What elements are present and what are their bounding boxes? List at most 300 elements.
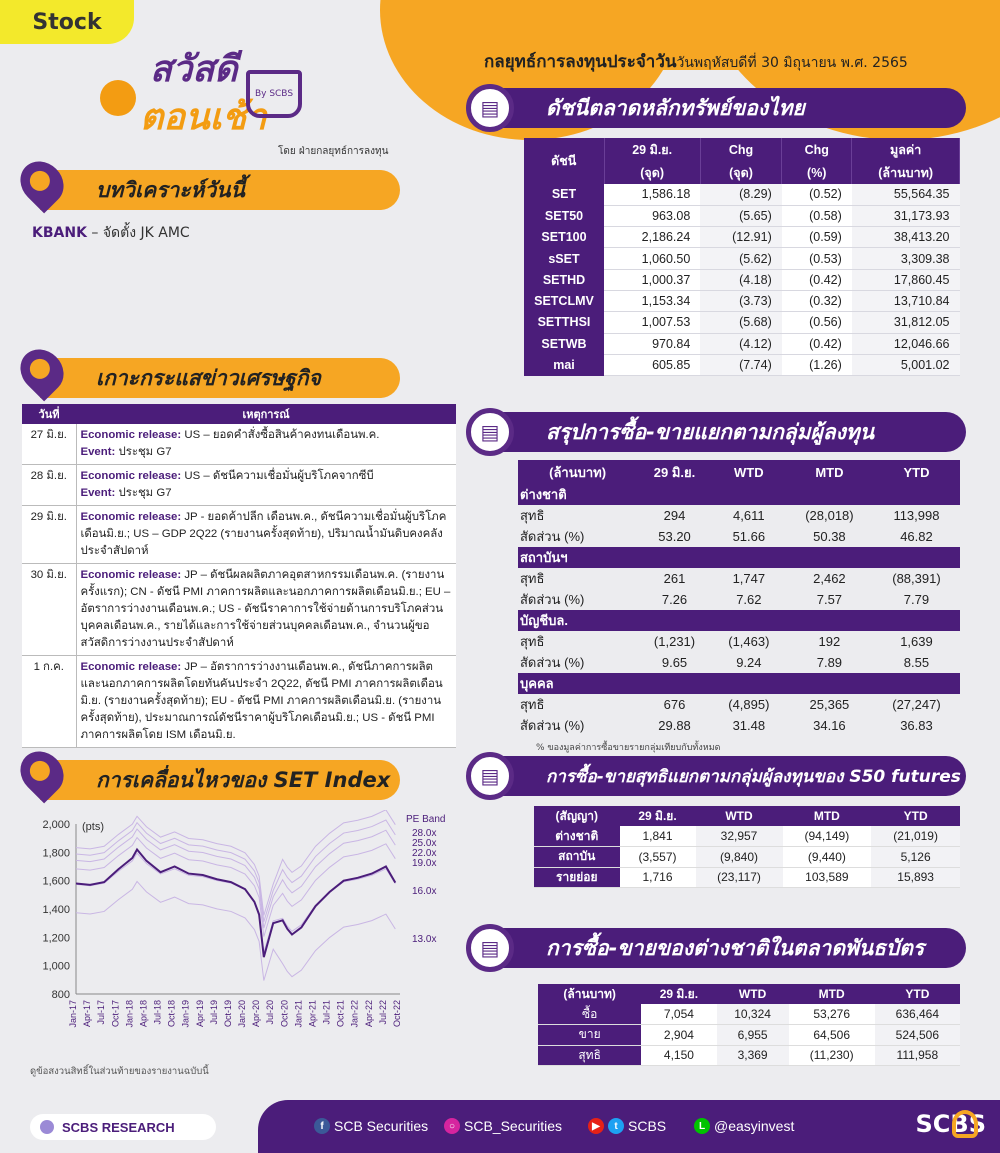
net-value: 2,462 bbox=[813, 571, 846, 586]
col-header: YTD bbox=[875, 984, 960, 1004]
index-value: (0.52) bbox=[782, 184, 852, 205]
pct-value: 36.83 bbox=[900, 718, 933, 733]
table-row bbox=[518, 589, 960, 610]
set-index-chart bbox=[20, 810, 460, 1040]
x-tick-label: Jan-21 bbox=[293, 1000, 304, 1028]
index-value: 31,812.05 bbox=[852, 312, 960, 333]
index-name: SET bbox=[524, 184, 604, 205]
table-row bbox=[538, 1025, 960, 1046]
group-name: ต่างชาติ bbox=[518, 484, 960, 505]
col-unit: (จุด) bbox=[700, 161, 781, 184]
row-label: ซื้อ bbox=[538, 1004, 641, 1025]
index-table bbox=[524, 138, 960, 376]
pe-band-label: 19.0x bbox=[412, 858, 437, 869]
row-label: สัดส่วน (%) bbox=[520, 718, 585, 733]
chart-magnifier-icon: ▤ bbox=[466, 408, 514, 456]
index-value: (5.65) bbox=[700, 205, 781, 226]
col-header: WTD bbox=[712, 460, 786, 484]
section-s50 bbox=[490, 756, 966, 796]
index-value: 1,586.18 bbox=[604, 184, 700, 205]
research-label: SCBS RESEARCH bbox=[62, 1119, 175, 1135]
index-value: 13,710.84 bbox=[852, 290, 960, 311]
cell-value: 524,506 bbox=[875, 1025, 960, 1046]
table-row bbox=[524, 227, 960, 248]
section-news-title: เกาะกระแสข่าวเศรษฐกิจ bbox=[96, 365, 321, 390]
row-label: สุทธิ bbox=[520, 697, 545, 712]
index-value: (0.59) bbox=[782, 227, 852, 248]
section-thai-index bbox=[490, 88, 966, 128]
y-tick-label: 1,200 bbox=[42, 932, 70, 945]
event-text: JP – อัตราการว่างงานเดือนพ.ค., ดัชนีภาคการผลิตและนอกภาคการผลิตโดยทันคันประจำ 2Q22, ดัชนี PMI ภาคการผลิตเดือนมิ.ย. (รายงานครั้งสุดท้าย); EU - ดัชนี PMI ภาคการผลิตเดือนมิ.ย. (รายงานครั้งสุดท้าย), ประมาณการณ์ดัชนีราคาผู้บริโภคเดือนมิ.ย.; US - ดัชนี PMI ภาคการผลิตโดย ISM เดือนมิ.ย. bbox=[80, 661, 443, 741]
index-value: (0.53) bbox=[782, 248, 852, 269]
index-value: 3,309.38 bbox=[852, 248, 960, 269]
x-tick-label: Apr-22 bbox=[363, 1000, 374, 1028]
net-value: 25,365 bbox=[809, 697, 850, 712]
y-tick-label: 1,800 bbox=[42, 847, 70, 860]
row-label: สัดส่วน (%) bbox=[520, 592, 585, 607]
group-row bbox=[518, 673, 960, 694]
cell-value: 6,955 bbox=[717, 1025, 789, 1046]
table-row bbox=[524, 312, 960, 333]
row-label: ขาย bbox=[538, 1025, 641, 1046]
cell-value: (23,117) bbox=[696, 867, 783, 888]
row-label: สัดส่วน (%) bbox=[520, 655, 585, 670]
section-s50-title: การซื้อ-ขายสุทธิแยกตามกลุ่มผู้ลงทุนของ S50 futures bbox=[546, 766, 961, 787]
row-label: สุทธิ bbox=[520, 508, 545, 523]
table-row bbox=[22, 656, 456, 748]
section-thai-index-title: ดัชนีตลาดหลักทรัพย์ของไทย bbox=[546, 95, 805, 120]
cell-value: 7,054 bbox=[641, 1004, 716, 1025]
index-name: SET100 bbox=[524, 227, 604, 248]
col-unit: (ล้านบาท) bbox=[852, 161, 960, 184]
instagram-label: SCB_Securities bbox=[464, 1118, 563, 1134]
x-tick-label: Jan-17 bbox=[68, 1000, 78, 1028]
table-row bbox=[518, 568, 960, 589]
event-label: Economic release: bbox=[80, 569, 182, 581]
group-name: สถาบันฯ bbox=[518, 547, 960, 568]
table-row bbox=[538, 1004, 960, 1025]
section-bond-title: การซื้อ-ขายของต่างชาติในตลาดพันธบัตร bbox=[546, 935, 925, 960]
section-analysis bbox=[40, 170, 400, 210]
pct-value: 29.88 bbox=[658, 718, 691, 733]
x-tick-label: Jan-18 bbox=[124, 1000, 135, 1028]
analysis-text: – จัดตั้ง JK AMC bbox=[86, 225, 190, 241]
logo-line1: สวัสดี bbox=[150, 49, 238, 90]
cell-value: 3,369 bbox=[717, 1045, 789, 1066]
section-set-move-title: การเคลื่อนไหวของ SET Index bbox=[96, 767, 391, 792]
line-label: @easyinvest bbox=[714, 1118, 795, 1134]
x-tick-label: Apr-17 bbox=[82, 1000, 93, 1028]
instagram-link[interactable] bbox=[444, 1118, 562, 1134]
x-tick-label: Jul-22 bbox=[377, 1000, 388, 1025]
index-value: (3.73) bbox=[700, 290, 781, 311]
event-text: JP - ยอดค้าปลีก เดือนพ.ค., ดัชนีความเชื่อมั่นผู้บริโภคเดือนมิ.ย.; US – GDP 2Q22 (รายงานครั้งสุดท้าย), ปริมาณน้ำมันดิบคงคลังประจำสัปดาห์ bbox=[80, 511, 447, 557]
index-value: (0.56) bbox=[782, 312, 852, 333]
pe-band-line bbox=[76, 838, 395, 937]
col-header: MTD bbox=[786, 460, 873, 484]
event-text: US – ดัชนีความเชื่อมั่นผู้บริโภคจากซีบี bbox=[181, 470, 374, 482]
index-name: SET50 bbox=[524, 205, 604, 226]
col-header: 29 มิ.ย. bbox=[637, 460, 712, 484]
pct-value: 7.62 bbox=[736, 592, 762, 607]
index-name: SETWB bbox=[524, 333, 604, 354]
ticker: KBANK bbox=[32, 225, 87, 241]
net-value: (1,231) bbox=[653, 634, 696, 649]
pct-value: 31.48 bbox=[732, 718, 766, 733]
index-value: (8.29) bbox=[700, 184, 781, 205]
index-value: 1,153.34 bbox=[604, 290, 700, 311]
chart-magnifier-icon: ▤ bbox=[466, 752, 514, 800]
col-header: 29 มิ.ย. bbox=[641, 984, 716, 1004]
section-set-move bbox=[40, 760, 400, 800]
pe-band-line bbox=[76, 810, 395, 915]
report-date: วันพฤหัสบดีที่ 30 มิถุนายน พ.ศ. 2565 bbox=[676, 55, 908, 71]
section-bond bbox=[490, 928, 966, 968]
net-value: 1,747 bbox=[732, 571, 766, 586]
table-row bbox=[534, 826, 960, 847]
table-row bbox=[524, 269, 960, 290]
table-row bbox=[538, 1045, 960, 1066]
table-row bbox=[22, 564, 456, 656]
news-event bbox=[76, 465, 456, 506]
line-icon: L bbox=[694, 1118, 710, 1134]
twitter-icon: t bbox=[608, 1118, 624, 1134]
row-label: สุทธิ bbox=[538, 1045, 641, 1066]
youtube-icon: ▶ bbox=[588, 1118, 604, 1134]
index-value: 38,413.20 bbox=[852, 227, 960, 248]
event-text: US – ยอดคำสั่งซื้อสินค้าคงทนเดือนพ.ค. bbox=[181, 429, 380, 441]
y-tick-label: 1,000 bbox=[42, 960, 70, 973]
index-value: 12,046.66 bbox=[852, 333, 960, 354]
x-tick-label: Jul-21 bbox=[321, 1000, 332, 1025]
investor-table bbox=[518, 460, 960, 736]
cell-value: (94,149) bbox=[783, 826, 872, 847]
x-tick-label: Apr-20 bbox=[251, 1000, 262, 1028]
index-value: 1,007.53 bbox=[604, 312, 700, 333]
net-value: 192 bbox=[818, 634, 841, 649]
index-value: 17,860.45 bbox=[852, 269, 960, 290]
table-row bbox=[524, 205, 960, 226]
youtube-label: SCBS bbox=[628, 1118, 667, 1134]
news-date: 28 มิ.ย. bbox=[22, 465, 76, 506]
search-icon bbox=[40, 1120, 54, 1134]
table-row bbox=[518, 526, 960, 547]
event-label: Event: bbox=[80, 446, 116, 458]
row-label: สุทธิ bbox=[520, 634, 545, 649]
index-value: 5,001.02 bbox=[852, 354, 960, 375]
news-table bbox=[22, 404, 456, 748]
group-row bbox=[518, 547, 960, 568]
cell-value: 64,506 bbox=[789, 1025, 875, 1046]
index-value: (7.74) bbox=[700, 354, 781, 375]
col-header: (ล้านบาท) bbox=[518, 460, 637, 484]
cell-value: (9,440) bbox=[783, 847, 872, 868]
col-header: เหตุการณ์ bbox=[76, 404, 456, 424]
section-investor-title: สรุปการซื้อ-ขายแยกตามกลุ่มผู้ลงทุน bbox=[546, 419, 875, 444]
x-tick-label: Oct-21 bbox=[335, 1000, 346, 1028]
col-header: วันที่ bbox=[22, 404, 76, 424]
event-label: Economic release: bbox=[80, 511, 182, 523]
cell-value: 15,893 bbox=[871, 867, 960, 888]
col-header: YTD bbox=[871, 806, 960, 826]
section-analysis-title: บทวิเคราะห์วันนี้ bbox=[96, 177, 245, 202]
pe-band-label: 22.0x bbox=[412, 848, 437, 859]
cell-value: 1,841 bbox=[620, 826, 696, 847]
brand-logo: SCBS bbox=[915, 1110, 986, 1138]
index-name: SETHD bbox=[524, 269, 604, 290]
y-tick-label: 1,400 bbox=[42, 904, 70, 916]
index-value: (4.18) bbox=[700, 269, 781, 290]
chart-magnifier-icon: ▤ bbox=[466, 84, 514, 132]
news-date: 29 มิ.ย. bbox=[22, 506, 76, 564]
x-tick-label: Jul-19 bbox=[208, 1000, 219, 1025]
cell-value: (3,557) bbox=[620, 847, 696, 868]
legend-title: PE Band bbox=[406, 814, 446, 825]
net-value: (27,247) bbox=[892, 697, 941, 712]
x-tick-label: Jan-20 bbox=[237, 1000, 248, 1028]
net-value: 294 bbox=[663, 508, 686, 523]
pe-band-line bbox=[76, 820, 395, 922]
y-tick-label: 800 bbox=[51, 989, 70, 1001]
event-label: Economic release: bbox=[80, 429, 182, 441]
col-header: YTD bbox=[873, 460, 960, 484]
instagram-icon: ○ bbox=[444, 1118, 460, 1134]
index-value: 970.84 bbox=[604, 333, 700, 354]
event-label: Economic release: bbox=[80, 661, 182, 673]
section-investor bbox=[490, 412, 966, 452]
col-header: Chg bbox=[700, 138, 781, 161]
cell-value: (21,019) bbox=[871, 826, 960, 847]
cell-value: (11,230) bbox=[789, 1045, 875, 1066]
table-row bbox=[22, 465, 456, 506]
index-value: 2,186.24 bbox=[604, 227, 700, 248]
table-row bbox=[518, 505, 960, 526]
net-value: 4,611 bbox=[733, 508, 765, 523]
index-name: SETTHSI bbox=[524, 312, 604, 333]
col-header: WTD bbox=[717, 984, 789, 1004]
footer bbox=[258, 1100, 1000, 1153]
x-tick-label: Jul-18 bbox=[152, 1000, 163, 1025]
x-tick-label: Oct-22 bbox=[392, 1000, 402, 1028]
col-header: มูลค่า bbox=[852, 138, 960, 161]
index-value: (5.62) bbox=[700, 248, 781, 269]
table-row bbox=[524, 184, 960, 205]
row-label: รายย่อย bbox=[534, 867, 620, 888]
col-header: 29 มิ.ย. bbox=[604, 138, 700, 161]
x-tick-label: Jan-19 bbox=[180, 1000, 191, 1028]
brand-mark-icon bbox=[952, 1110, 978, 1138]
index-value: 31,173.93 bbox=[852, 205, 960, 226]
index-value: (1.26) bbox=[782, 354, 852, 375]
cell-value: 10,324 bbox=[717, 1004, 789, 1025]
pct-value: 50.38 bbox=[813, 529, 846, 544]
group-name: บุคคล bbox=[518, 673, 960, 694]
news-event bbox=[76, 564, 456, 656]
x-tick-label: Jan-22 bbox=[349, 1000, 360, 1028]
by-line: โดย ฝ่ายกลยุทธ์การลงทุน bbox=[278, 146, 389, 157]
table-row bbox=[518, 652, 960, 673]
col-header: (สัญญา) bbox=[534, 806, 620, 826]
index-name: SETCLMV bbox=[524, 290, 604, 311]
pct-value: 9.24 bbox=[736, 655, 762, 670]
s50-table bbox=[534, 806, 960, 888]
table-row bbox=[22, 506, 456, 564]
sun-icon bbox=[100, 80, 136, 116]
index-value: 55,564.35 bbox=[852, 184, 960, 205]
col-header: MTD bbox=[789, 984, 875, 1004]
event-text: JP – ดัชนีผลผลิตภาคอุตสาหกรรมเดือนพ.ค. (รายงานครั้งแรก); CN - ดัชนี PMI ภาคการผลิตและนอกภาคการผลิตเดือนมิ.ย.; EU – อัตราการว่างงานเดือนพ.ค.; US - ดัชนีราคาการใช้จ่ายด้านการบริโภคส่วนบุคคลเดือนพ.ค., รายได้และการใช้จ่ายส่วนบุคคลเดือนพ.ค., จำนวนผู้ขอสวัสดิการว่างงานประจำสัปดาห์ bbox=[80, 569, 451, 649]
facebook-icon: f bbox=[314, 1118, 330, 1134]
stock-tag: Stock bbox=[0, 0, 134, 44]
pe-band-label: 28.0x bbox=[412, 828, 437, 839]
pe-band-line bbox=[76, 853, 395, 952]
index-value: 1,000.37 bbox=[604, 269, 700, 290]
x-tick-label: Oct-20 bbox=[279, 1000, 290, 1028]
event-text: ประชุม G7 bbox=[115, 487, 172, 499]
net-value: (28,018) bbox=[805, 508, 854, 523]
table-row bbox=[534, 867, 960, 888]
news-date: 30 มิ.ย. bbox=[22, 564, 76, 656]
pct-value: 7.26 bbox=[661, 592, 688, 607]
row-label: สถาบัน bbox=[534, 847, 620, 868]
pct-value: 51.66 bbox=[732, 529, 766, 544]
pe-band-label: 13.0x bbox=[412, 934, 437, 945]
col-header: 29 มิ.ย. bbox=[620, 806, 696, 826]
pct-value: 46.82 bbox=[900, 529, 933, 544]
net-value: (1,463) bbox=[728, 634, 770, 649]
pct-value: 7.79 bbox=[903, 592, 930, 607]
row-label: ต่างชาติ bbox=[534, 826, 620, 847]
cell-value: 5,126 bbox=[871, 847, 960, 868]
x-tick-label: Jul-20 bbox=[265, 1000, 276, 1025]
cell-value: 636,464 bbox=[875, 1004, 960, 1025]
x-tick-label: Jul-17 bbox=[96, 1000, 107, 1025]
pe-band-label: 16.0x bbox=[412, 886, 437, 897]
research-badge[interactable] bbox=[30, 1114, 216, 1140]
row-label: สัดส่วน (%) bbox=[520, 529, 585, 544]
group-row bbox=[518, 610, 960, 631]
y-axis-label: (pts) bbox=[82, 821, 104, 833]
news-date: 1 ก.ค. bbox=[22, 656, 76, 748]
logo bbox=[100, 40, 320, 150]
index-value: (0.32) bbox=[782, 290, 852, 311]
table-row bbox=[22, 424, 456, 465]
pe-band-label: 25.0x bbox=[412, 838, 437, 849]
cell-value: 2,904 bbox=[641, 1025, 716, 1046]
pct-value: 8.55 bbox=[903, 655, 930, 670]
net-value: (4,895) bbox=[728, 697, 770, 712]
table-row bbox=[524, 333, 960, 354]
table-row bbox=[518, 694, 960, 715]
section-news bbox=[40, 358, 400, 398]
index-value: (0.42) bbox=[782, 333, 852, 354]
index-name: sSET bbox=[524, 248, 604, 269]
event-label: Event: bbox=[80, 487, 116, 499]
investor-note: % ของมูลค่าการซื้อขายรายกลุ่มเทียบกับทั้งหมด bbox=[536, 743, 721, 753]
event-label: Economic release: bbox=[80, 470, 182, 482]
table-row bbox=[518, 715, 960, 736]
youtube-twitter-link[interactable] bbox=[588, 1118, 666, 1134]
news-event bbox=[76, 424, 456, 465]
pct-value: 9.65 bbox=[661, 655, 688, 670]
index-value: (4.12) bbox=[700, 333, 781, 354]
set-index-line bbox=[76, 850, 395, 958]
table-row bbox=[524, 290, 960, 311]
x-tick-label: Apr-21 bbox=[307, 1000, 318, 1028]
disclaimer: ดูข้อสงวนสิทธิ์ในส่วนท้ายของรายงานฉบับนี้ bbox=[30, 1066, 209, 1077]
bond-table bbox=[538, 984, 960, 1066]
col-header: MTD bbox=[783, 806, 872, 826]
net-value: (88,391) bbox=[892, 571, 941, 586]
news-date: 27 มิ.ย. bbox=[22, 424, 76, 465]
col-header: (ล้านบาท) bbox=[538, 984, 641, 1004]
index-value: (5.68) bbox=[700, 312, 781, 333]
net-value: 261 bbox=[663, 571, 686, 586]
index-value: 1,060.50 bbox=[604, 248, 700, 269]
facebook-link[interactable] bbox=[314, 1118, 428, 1134]
x-tick-label: Oct-19 bbox=[222, 1000, 233, 1028]
cell-value: 4,150 bbox=[641, 1045, 716, 1066]
cell-value: 32,957 bbox=[696, 826, 783, 847]
logo-line2: ตอนเช้า bbox=[140, 97, 267, 138]
col-header: WTD bbox=[696, 806, 783, 826]
cup-icon: By SCBS bbox=[246, 70, 302, 118]
index-value: (0.42) bbox=[782, 269, 852, 290]
pct-value: 34.16 bbox=[813, 718, 846, 733]
group-name: บัญชีบล. bbox=[518, 610, 960, 631]
line-link[interactable] bbox=[694, 1118, 794, 1134]
index-value: 605.85 bbox=[604, 354, 700, 375]
event-text: ประชุม G7 bbox=[115, 446, 172, 458]
analysis-item[interactable] bbox=[32, 222, 190, 244]
index-value: (12.91) bbox=[700, 227, 781, 248]
index-value: (0.58) bbox=[782, 205, 852, 226]
group-row bbox=[518, 484, 960, 505]
y-tick-label: 1,600 bbox=[42, 875, 70, 888]
table-row bbox=[524, 248, 960, 269]
cell-value: 1,716 bbox=[620, 867, 696, 888]
col-unit: (%) bbox=[782, 161, 852, 184]
chart-magnifier-icon: ▤ bbox=[466, 924, 514, 972]
pct-value: 7.89 bbox=[816, 655, 843, 670]
pct-value: 7.57 bbox=[816, 592, 843, 607]
x-tick-label: Apr-19 bbox=[194, 1000, 205, 1028]
facebook-label: SCB Securities bbox=[334, 1118, 429, 1134]
col-header: Chg bbox=[782, 138, 852, 161]
net-value: 113,998 bbox=[893, 508, 940, 523]
index-value: 963.08 bbox=[604, 205, 700, 226]
col-header: ดัชนี bbox=[524, 138, 604, 184]
cell-value: 111,958 bbox=[875, 1045, 960, 1066]
net-value: 676 bbox=[663, 697, 686, 712]
page-title bbox=[484, 48, 908, 75]
row-label: สุทธิ bbox=[520, 571, 545, 586]
y-tick-label: 2,000 bbox=[42, 819, 70, 831]
news-event bbox=[76, 656, 456, 748]
title-text: กลยุทธ์การลงทุนประจำวัน bbox=[484, 52, 677, 72]
x-tick-label: Apr-18 bbox=[138, 1000, 149, 1028]
net-value: 1,639 bbox=[900, 634, 933, 649]
cell-value: 103,589 bbox=[783, 867, 872, 888]
cell-value: 53,276 bbox=[789, 1004, 875, 1025]
pe-band-line bbox=[76, 881, 395, 980]
cell-value: (9,840) bbox=[696, 847, 783, 868]
index-name: mai bbox=[524, 354, 604, 375]
pct-value: 53.20 bbox=[658, 529, 691, 544]
table-row bbox=[534, 847, 960, 868]
x-tick-label: Oct-18 bbox=[166, 1000, 177, 1028]
table-row bbox=[524, 354, 960, 375]
